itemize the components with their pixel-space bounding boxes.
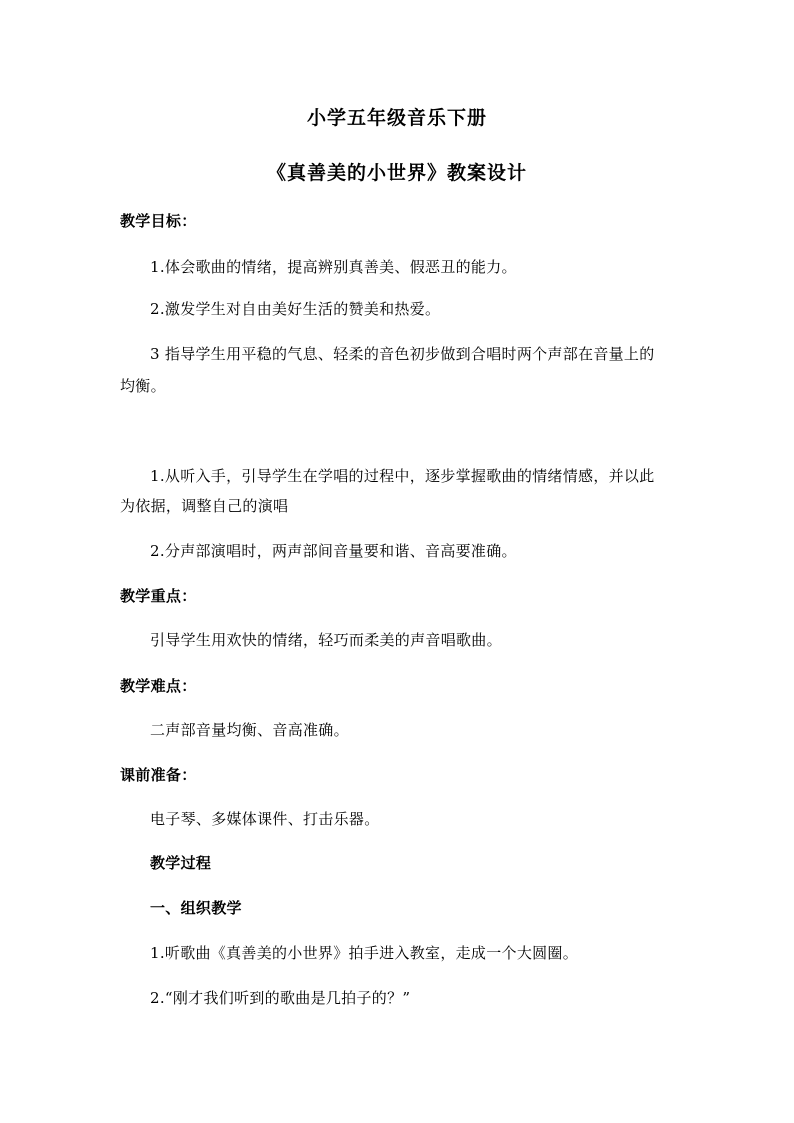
process-goal-item-1-line2: 为依据，调整自己的演唱: [120, 497, 289, 515]
teaching-goal-item-3-line1: 3 指导学生用平稳的气息、轻柔的音色初步做到合唱时两个声部在音量上的: [150, 345, 655, 363]
process-goal-item-2: 2.分声部演唱时，两声部间音量要和谐、音高要准确。: [150, 542, 517, 560]
teaching-goal-item-2: 2.激发学生对自由美好生活的赞美和热爱。: [150, 300, 441, 318]
difficulties-heading: 教学难点：: [120, 677, 197, 695]
teaching-goals-heading: 教学目标：: [120, 212, 197, 230]
preparation-text: 电子琴、多媒体课件、打击乐器。: [150, 810, 380, 828]
process-goal-item-1-line1: 1.从听入手，引导学生在学唱的过程中，逐步掌握歌曲的情绪情感，并以此: [150, 467, 655, 485]
process-heading: 教学过程: [150, 854, 212, 872]
teaching-goal-item-3-line2: 均衡。: [120, 377, 166, 395]
teaching-goal-item-1: 1.体会歌曲的情绪，提高辨别真善美、假恶丑的能力。: [150, 258, 517, 276]
difficulties-text: 二声部音量均衡、音高准确。: [150, 721, 349, 739]
process-item-2: 2.“刚才我们听到的歌曲是几拍子的？”: [150, 989, 411, 1007]
document-title-line2: 《真善美的小世界》教案设计: [266, 162, 527, 184]
key-points-text: 引导学生用欢快的情绪，轻巧而柔美的声音唱歌曲。: [150, 631, 502, 649]
process-item-1: 1.听歌曲《真善美的小世界》拍手进入教室，走成一个大圆圈。: [150, 944, 579, 962]
preparation-heading: 课前准备：: [120, 766, 197, 784]
document-title-line1: 小学五年级音乐下册: [306, 107, 487, 129]
process-subheading-organize: 一、组织教学: [150, 899, 242, 917]
key-points-heading: 教学重点：: [120, 587, 197, 605]
